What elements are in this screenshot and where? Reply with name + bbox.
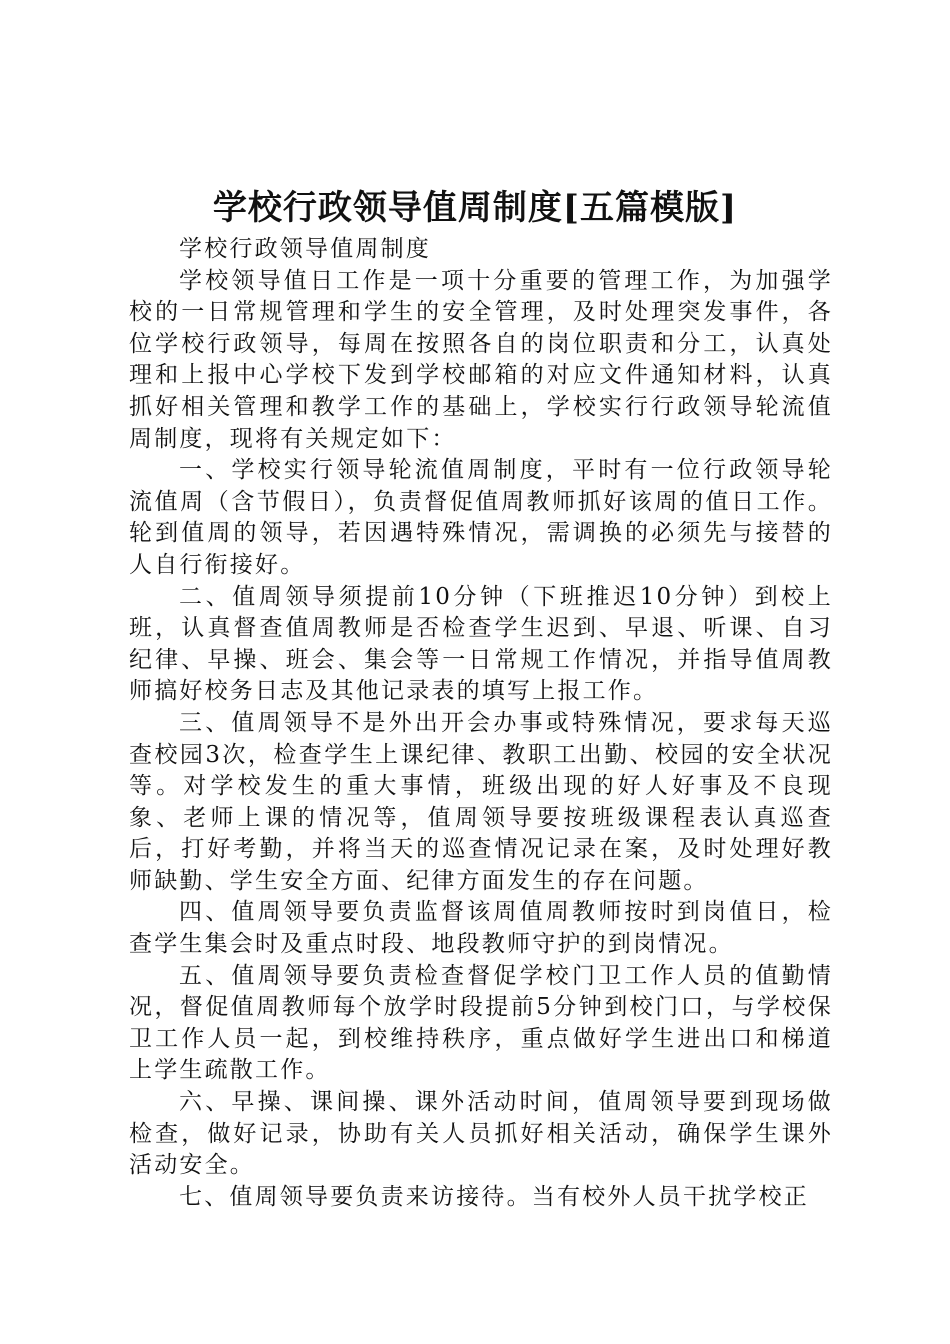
document-body [129, 234, 833, 1213]
rule-paragraph-7: 七、值周领导要负责来访接待。当有校外人员干扰学校正 [179, 1183, 809, 1210]
section-heading: 学校行政领导值周制度 [179, 236, 431, 262]
rule-paragraph-2: 二、值周领导须提前10分钟（下班推迟10分钟）到校上班，认真督查值周教师是否检查学生迟到、早退、听课、自习纪律、早操、班会、集会等一日常规工作情况，并指导值周教师搞好校务日志及其他记录表的填写上报工作。 [129, 583, 833, 705]
rule-paragraph-3: 三、值周领导不是外出开会办事或特殊情况，要求每天巡查校园3次，检查学生上课纪律、教职工出勤、校园的安全状况等。对学校发生的重大事情，班级出现的好人好事及不良现象、老师上课的情况等，值周领导要按班级课程表认真巡查后，打好考勤，并将当天的巡查情况记录在案，及时处理好教师缺勤、学生安全方面、纪律方面发生的存在问题。 [129, 709, 833, 894]
document-title: 学校行政领导值周制度[五篇模版] [212, 188, 738, 228]
rule-paragraph-6: 六、早操、课间操、课外活动时间，值周领导要到现场做检查，做好记录，协助有关人员抓好相关活动，确保学生课外活动安全。 [129, 1089, 833, 1179]
rule-paragraph-1: 一、学校实行领导轮流值周制度，平时有一位行政领导轮流值周（含节假日），负责督促值周教师抓好该周的值日工作。轮到值周的领导，若因遇特殊情况，需调换的必须先与接替的人自行衔接好。 [129, 457, 833, 578]
rule-paragraph-4: 四、值周领导要负责监督该周值周教师按时到岗值日，检查学生集会时及重点时段、地段教师守护的到岗情况。 [129, 899, 833, 958]
rule-paragraph-5: 五、值周领导要负责检查督促学校门卫工作人员的值勤情况，督促值周教师每个放学时段提前5分钟到校门口，与学校保卫工作人员一起，到校维持秩序，重点做好学生进出口和梯道上学生疏散工作。 [129, 962, 833, 1084]
intro-paragraph: 学校领导值日工作是一项十分重要的管理工作，为加强学校的一日常规管理和学生的安全管理，及时处理突发事件，各位学校行政领导，每周在按照各自的岗位职责和分工，认真处理和上报中心学校下发到学校邮箱的对应文件通知材料，认真抓好相关管理和教学工作的基础上，学校实行行政领导轮流值周制度，现将有关规定如下： [129, 267, 833, 452]
